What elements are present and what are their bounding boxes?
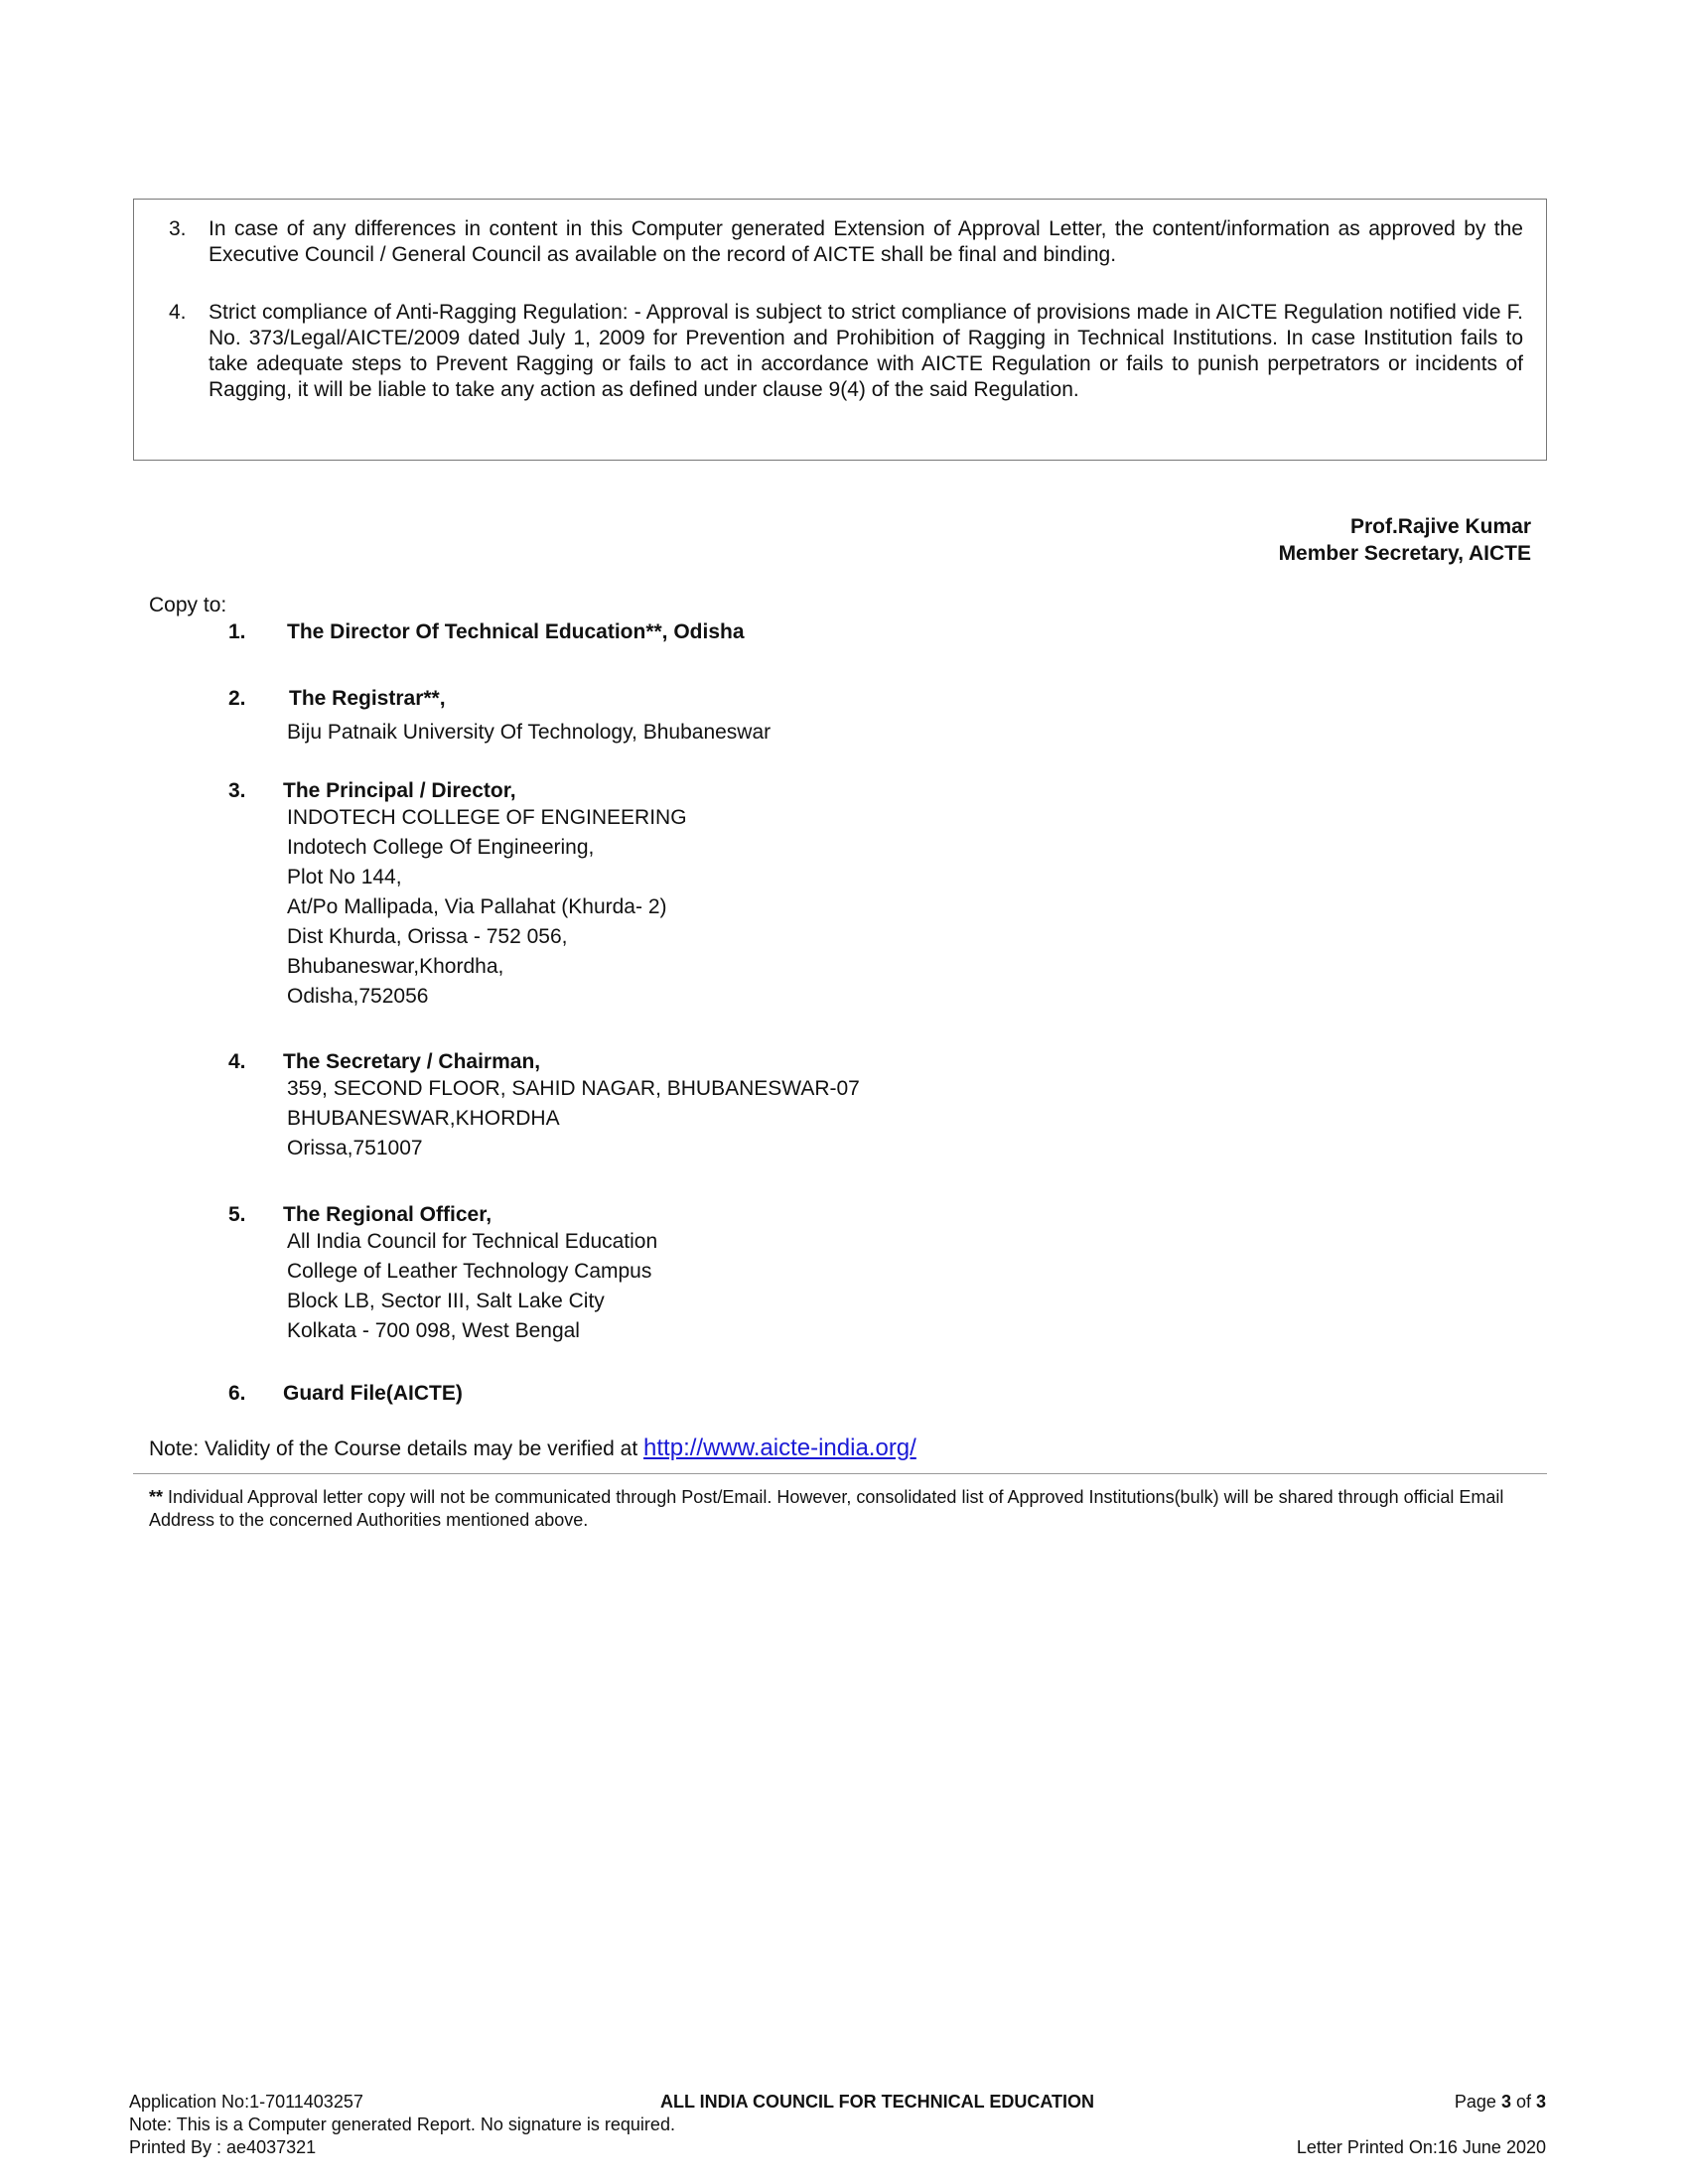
signatory-block [1279,513,1531,567]
recipient-3-heading: The Principal / Director, [283,779,516,802]
clause-text: Strict compliance of Anti-Ragging Regulation: - Approval is subject to strict compliance of provisions made in AICTE Regulation notified vide F. No. 373/Legal/AICTE/2009 dated July 1, 2009 for Prevention and Prohibition of Ragging in Technical Institutions. In case Institution fails to take adequate steps to Prevent Ragging or fails to act in accordance with AICTE Regulation or fails to punish perpetrators or incidents of Ragging, it will be liable to take any action as defined under clause 9(4) of the said Regulation. [209,301,1523,401]
address-line: Kolkata - 700 098, West Bengal [287,1319,580,1342]
recipient-2-heading: The Registrar**, [289,687,446,710]
recipient-3-number: 3. [228,779,246,802]
address-line: At/Po Mallipada, Via Pallahat (Khurda- 2) [287,895,667,918]
conditions-box [133,199,1547,461]
recipient-2-number: 2. [228,687,246,710]
clause-number: 3. [169,217,187,240]
page-total: 3 [1535,2092,1546,2112]
address-line: Orissa,751007 [287,1137,423,1160]
address-line: Odisha,752056 [287,985,429,1008]
recipient-3-address [287,803,687,1012]
recipient-4-address [287,1074,860,1163]
note-text: Note: Validity of the Course details may be verified at [149,1437,644,1460]
signatory-name: Prof.Rajive Kumar [1349,515,1531,538]
address-line: 359, SECOND FLOOR, SAHID NAGAR, BHUBANESWAR-07 [287,1077,860,1100]
footnote [149,1486,1539,1532]
address-line: BHUBANESWAR,KHORDHA [287,1107,560,1130]
recipient-4-number: 4. [228,1050,246,1073]
footer-application-no: Application No:1-7011403257 [129,2092,363,2112]
footnote-marker: ** [149,1487,164,1507]
address-line: Dist Khurda, Orissa - 752 056, [287,925,568,948]
recipient-1-number: 1. [228,620,246,643]
recipient-1-heading: The Director Of Technical Education**, Odisha [287,620,745,643]
footer-organization: ALL INDIA COUNCIL FOR TECHNICAL EDUCATION [660,2092,1094,2112]
aicte-website-link[interactable]: http://www.aicte-india.org/ [643,1434,916,1461]
page-current: 3 [1500,2092,1511,2112]
clause-4 [169,300,1523,403]
copy-to-label: Copy to: [149,594,227,616]
address-line: Biju Patnaik University Of Technology, Bhubaneswar [287,721,772,744]
signatory-title: Member Secretary, AICTE [1278,542,1531,565]
recipient-5-heading: The Regional Officer, [283,1203,492,1226]
verification-note [149,1434,916,1462]
recipient-6-heading: Guard File(AICTE) [283,1382,463,1405]
recipient-4-heading: The Secretary / Chairman, [283,1050,541,1073]
footer-printed-by: Printed By : ae4037321 [129,2137,317,2157]
footer-note: Note: This is a Computer generated Report. No signature is required. [129,2115,675,2134]
recipient-2-address [287,718,771,748]
address-line: Block LB, Sector III, Salt Lake City [287,1290,605,1312]
address-line: All India Council for Technical Education [287,1230,658,1253]
recipient-6-number: 6. [228,1382,246,1405]
footer-page-number: Page 3 of 3 [1454,2092,1546,2112]
footer-printed-on: Letter Printed On:16 June 2020 [1296,2137,1546,2157]
clause-number: 4. [169,301,187,324]
address-line: College of Leather Technology Campus [287,1260,652,1283]
clause-3 [169,216,1523,268]
address-line: Bhubaneswar,Khordha, [287,955,504,978]
divider [133,1473,1547,1474]
footnote-text: Individual Approval letter copy will not be communicated through Post/Email. However, consolidated list of Approved Institutions(bulk) will be shared through official Email Address to the concerned Authorities mentioned above. [149,1487,1504,1530]
address-line: Plot No 144, [287,866,402,888]
recipient-5-number: 5. [228,1203,246,1226]
clause-text: In case of any differences in content in this Computer generated Extension of Approval Letter, the content/information as approved by the Executive Council / General Council as available on the record of AICTE shall be final and binding. [209,217,1523,266]
address-line: INDOTECH COLLEGE OF ENGINEERING [287,806,687,829]
recipient-5-address [287,1227,657,1346]
address-line: Indotech College Of Engineering, [287,836,595,859]
